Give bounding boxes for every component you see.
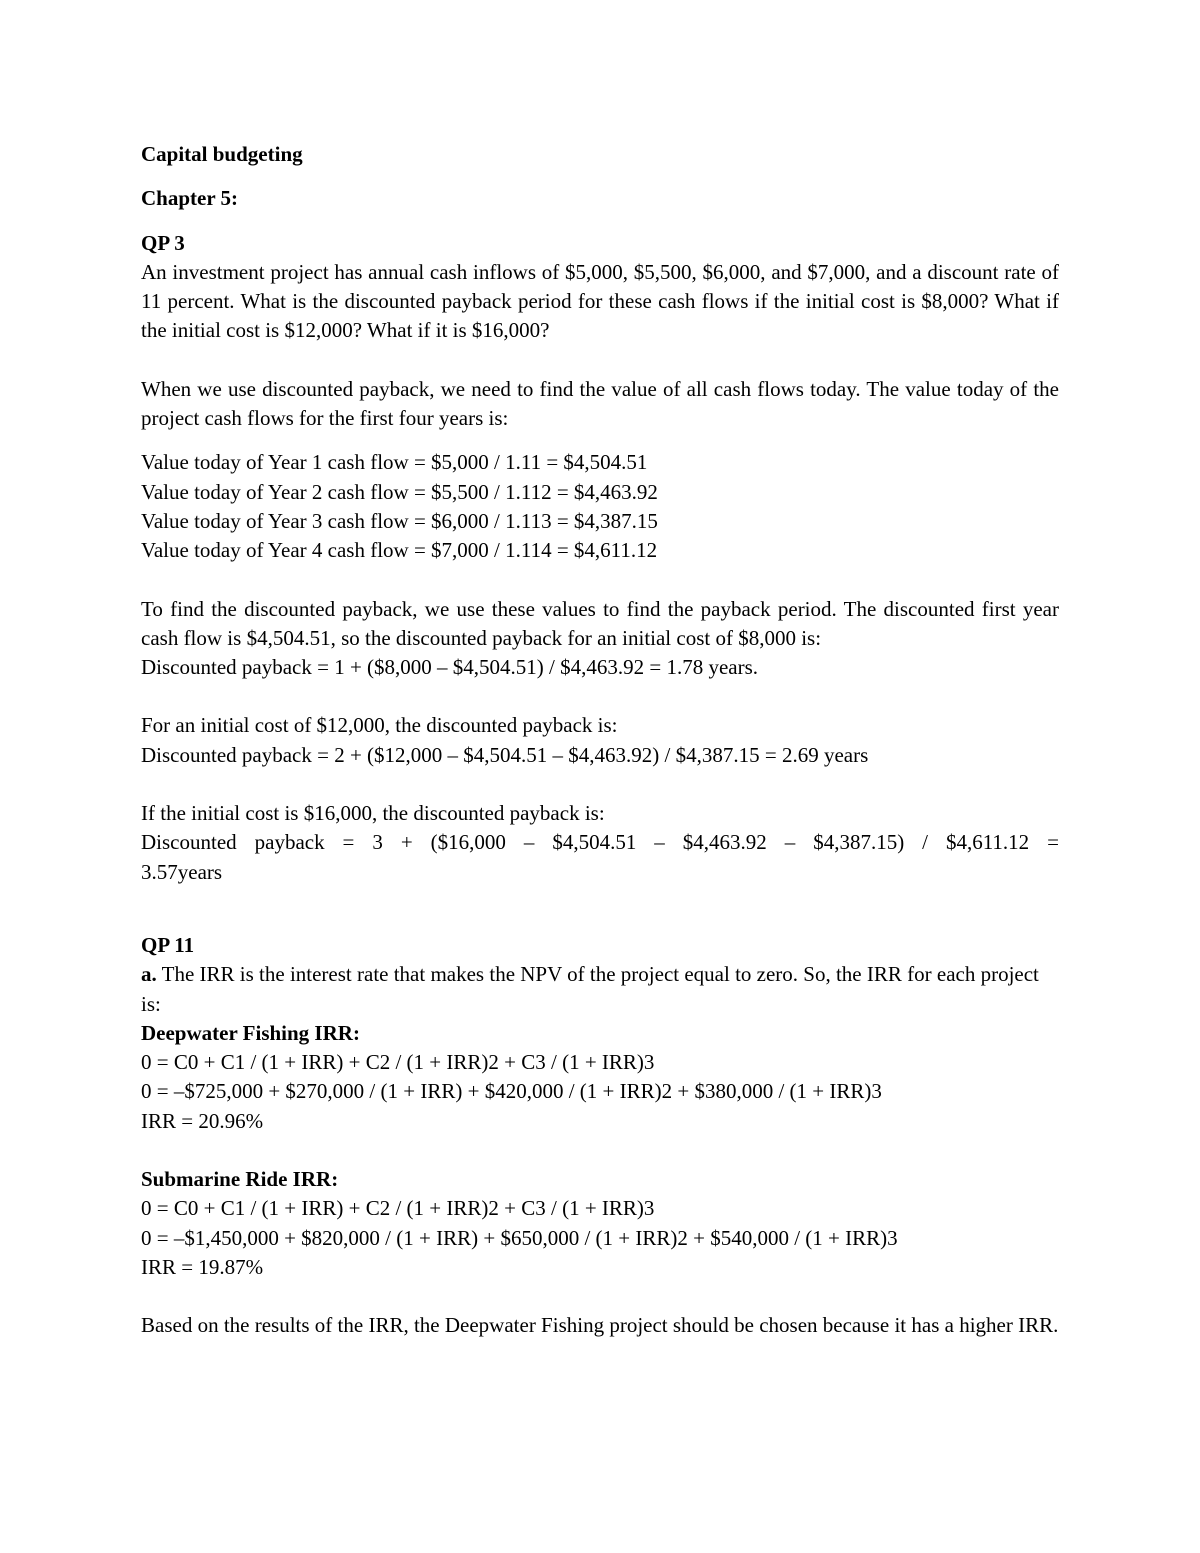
qp3-calculation-3-line-2: 3.57years [141, 859, 223, 884]
qp3-cost-2-intro: For an initial cost of $12,000, the discounted payback is: [141, 713, 618, 738]
spacer [141, 169, 1059, 184]
present-value-year-3: Value today of Year 3 cash flow = $6,000 / 1.113 = $4,387.15 [141, 508, 658, 533]
present-value-list [141, 448, 1059, 565]
spacer [141, 346, 1059, 375]
document-page [141, 140, 1059, 1341]
deepwater-heading: Deepwater Fishing IRR: [141, 1020, 360, 1045]
deepwater-formula: 0 = C0 + C1 / (1 + IRR) + C2 / (1 + IRR)2 + C3 / (1 + IRR)3 [141, 1050, 655, 1075]
submarine-formula: 0 = C0 + C1 / (1 + IRR) + C2 / (1 + IRR)2 + C3 / (1 + IRR)3 [141, 1196, 655, 1221]
qp3-cost-3-intro: If the initial cost is $16,000, the discounted payback is: [141, 801, 605, 826]
qp3-calculation-1: Discounted payback = 1 + ($8,000 – $4,504.51) / $4,463.92 = 1.78 years. [141, 655, 759, 680]
qp11-conclusion: Based on the results of the IRR, the Deepwater Fishing project should be chosen because it has a higher IRR. [141, 1313, 1059, 1338]
spacer [141, 214, 1059, 229]
submarine-heading: Submarine Ride IRR: [141, 1167, 339, 1192]
submarine-equation: 0 = –$1,450,000 + $820,000 / (1 + IRR) + $650,000 / (1 + IRR)2 + $540,000 / (1 + IRR)3 [141, 1225, 898, 1250]
deepwater-result: IRR = 20.96% [141, 1108, 264, 1133]
qp3-calculation-3-line-1: Discounted payback = 3 + ($16,000 – $4,504.51 – $4,463.92 – $4,387.15) / $4,611.12 = [141, 830, 1059, 855]
present-value-year-2: Value today of Year 2 cash flow = $5,500 / 1.112 = $4,463.92 [141, 479, 658, 504]
spacer [141, 433, 1059, 448]
qp11-heading: QP 11 [141, 932, 195, 957]
part-a-text: The IRR is the interest rate that makes the NPV of the project equal to zero. So, the IRR for each project is: [141, 962, 1039, 1016]
document-title: Capital budgeting [141, 142, 303, 166]
spacer [141, 682, 1059, 711]
spacer [141, 770, 1059, 799]
chapter-heading: Chapter 5: [141, 186, 239, 211]
spacer [141, 887, 1059, 931]
qp3-explanation: To find the discounted payback, we use these values to find the payback period. The discounted first year cash flow is $4,504.51, so the discounted payback for an initial cost of $8,000 is: [141, 596, 1059, 650]
qp3-intro: When we use discounted payback, we need to find the value of all cash flows today. The value today of the project cash flows for the first four years is: [141, 376, 1059, 431]
deepwater-equation: 0 = –$725,000 + $270,000 / (1 + IRR) + $420,000 / (1 + IRR)2 + $380,000 / (1 + IRR)3 [141, 1079, 882, 1104]
qp3-question: An investment project has annual cash inflows of $5,000, $5,500, $6,000, and $7,000, and a discount rate of 11 percent. What is the discounted payback period for these cash flows if the initial cost is $8,000? What if the initial cost is $12,000? What if it is $16,000? [141, 259, 1059, 343]
qp3-heading: QP 3 [141, 230, 185, 255]
submarine-result: IRR = 19.87% [141, 1254, 264, 1279]
part-a-label: a. [141, 962, 157, 987]
qp3-calculation-2: Discounted payback = 2 + ($12,000 – $4,504.51 – $4,463.92) / $4,387.15 = 2.69 years [141, 742, 869, 767]
present-value-year-4: Value today of Year 4 cash flow = $7,000 / 1.114 = $4,611.12 [141, 538, 658, 563]
spacer [141, 1136, 1059, 1165]
qp11-part-a [141, 960, 1059, 1019]
spacer [141, 566, 1059, 595]
spacer [141, 1282, 1059, 1311]
present-value-year-1: Value today of Year 1 cash flow = $5,000 / 1.11 = $4,504.51 [141, 450, 648, 475]
